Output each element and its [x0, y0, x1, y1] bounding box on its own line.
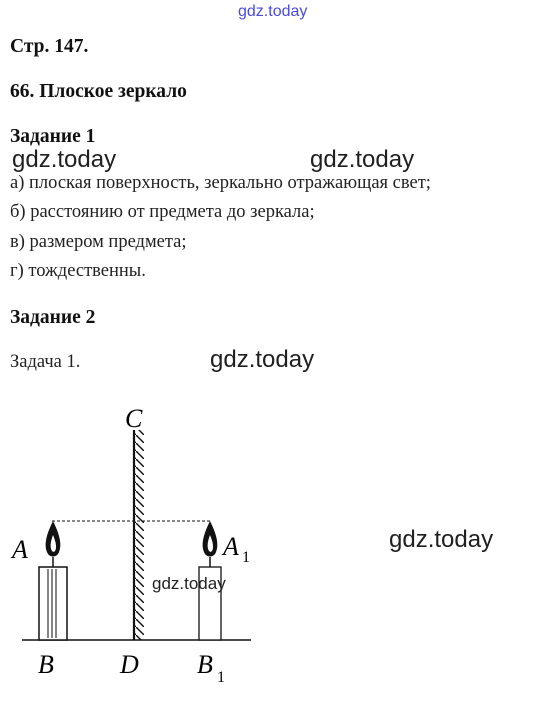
watermark-top: gdz.today [238, 3, 308, 20]
task1-answer-d: г) тождественны. [10, 261, 146, 281]
watermark-left: gdz.today [12, 146, 117, 173]
watermark-middle: gdz.today [210, 346, 315, 373]
task2-problem: Задача 1. [10, 352, 81, 372]
mirror-figure [0, 395, 559, 720]
label-a: A [12, 535, 28, 564]
task1-heading: Задание 1 [10, 126, 96, 147]
watermark-figure-right: gdz.today [389, 526, 494, 553]
watermark-right: gdz.today [310, 146, 415, 173]
label-d: D [120, 650, 139, 679]
label-b1-sub: 1 [217, 669, 225, 686]
task1-answer-a: а) плоская поверхность, зеркально отражающая свет; [10, 173, 431, 193]
mirror-hatching [135, 430, 144, 640]
label-a1-sub: 1 [242, 549, 250, 566]
task1-answer-c: в) размером предмета; [10, 232, 187, 252]
label-b: B [38, 650, 54, 679]
label-b1: B [197, 650, 213, 679]
candle-object [39, 521, 67, 640]
task2-heading: Задание 2 [10, 307, 96, 328]
page-label: Стр. 147. [10, 36, 89, 57]
watermark-figure: gdz.today [152, 574, 226, 593]
section-title: 66. Плоское зеркало [10, 81, 187, 102]
task1-answer-b: б) расстоянию от предмета до зеркала; [10, 202, 315, 222]
label-a1: A [223, 532, 239, 561]
label-c: C [125, 404, 143, 433]
